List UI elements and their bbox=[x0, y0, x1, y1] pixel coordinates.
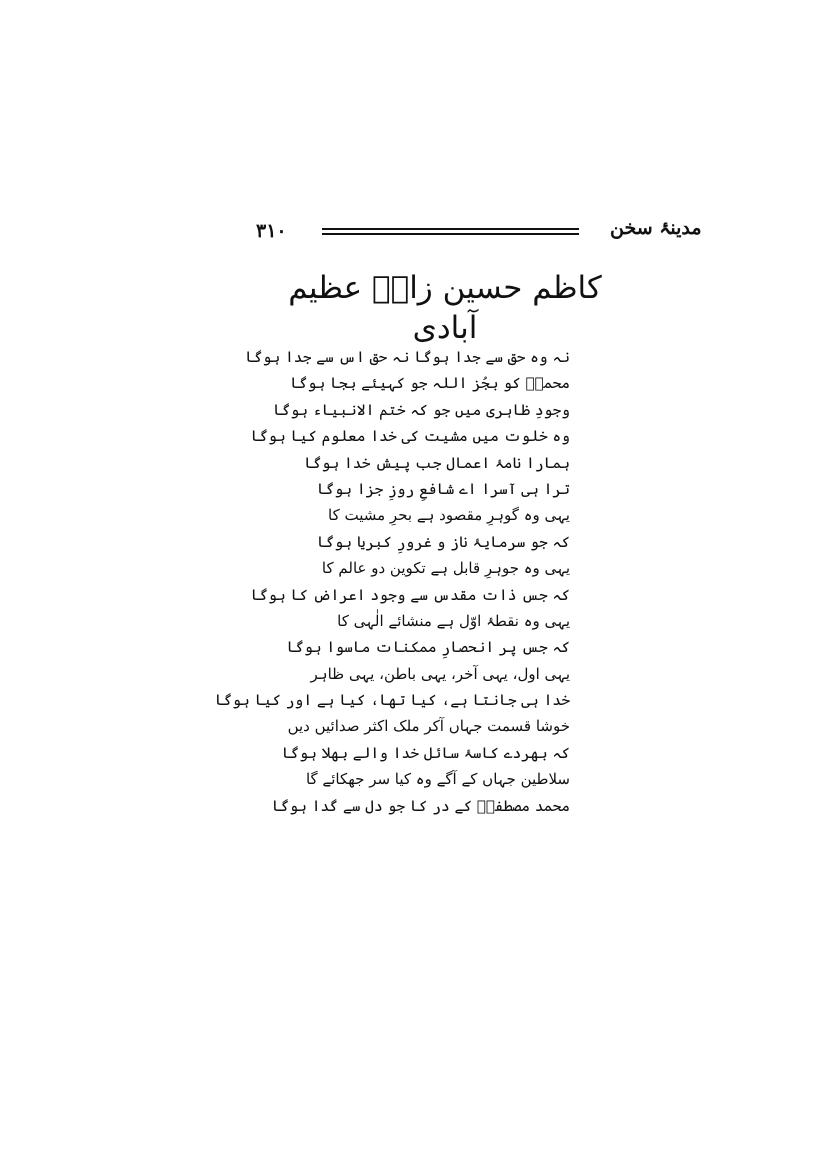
verse-line: کہ جو سرمایۂ ناز و غرورِ کبریا ہوگا bbox=[316, 532, 570, 551]
verse-line: وہ خلوت میں مشیت کی خدا معلوم کیا ہوگا bbox=[250, 427, 570, 446]
verse-line: یہی وہ جوہرِ قابل ہے تکوین دو عالم کا bbox=[321, 559, 570, 578]
verse-line: کہ جس پر انحصارِ ممکنات ماسوا ہوگا bbox=[286, 638, 570, 657]
page-header bbox=[0, 212, 826, 252]
verse-line: خوشا قسمت جہاں آکر ملک اکثر صدائیں دیں bbox=[287, 717, 570, 736]
book-title: مدینۂ سخن bbox=[610, 217, 702, 239]
header-rule-top bbox=[322, 228, 579, 230]
verse-line: کہ جس ذات مقدس سے وجود اعراض کا ہوگا bbox=[250, 585, 570, 604]
verse-line: وجودِ ظاہری میں جو کہ ختم الانبیاء ہوگا bbox=[272, 400, 570, 419]
verse-line: محمد مصطفیؐ کے در کا جو دل سے گدا ہوگا bbox=[271, 796, 570, 815]
page-number: ۳۱۰ bbox=[256, 220, 287, 242]
verse-line: یہی وہ نقطۂ اوّل ہے منشائے الٰہی کا bbox=[337, 611, 570, 630]
poem-verses bbox=[214, 344, 570, 819]
verse-line: محمدؐ کو بجُز اللہ جو کہیئے بجا ہوگا bbox=[290, 374, 570, 393]
verse-line: خدا ہی جانتا ہے، کیا تھا، کیا ہے اور کیا ہوگا bbox=[214, 691, 570, 710]
verse-line: ہمارا نامۂ اعمال جب پیش خدا ہوگا bbox=[304, 453, 570, 472]
header-rule-bottom bbox=[322, 233, 579, 235]
verse-line: سلاطین جہاں کے آگے وہ کیا سر جھکائے گا bbox=[305, 770, 570, 789]
verse-line: یہی اول، یہی آخر، یہی باطن، یہی ظاہر bbox=[310, 664, 570, 683]
verse-line: نہ وہ حق سے جدا ہوگا نہ حق اس سے جدا ہوگا bbox=[245, 348, 570, 366]
verse-line: کہ بھردے کاسۂ سائل خدا والے بھلا ہوگا bbox=[281, 743, 570, 762]
poet-name: کاظم حسین زارؔ عظیم آبادی bbox=[288, 270, 602, 347]
verse-line: یہی وہ گوہرِ مقصود ہے بحرِ مشیت کا bbox=[328, 506, 570, 525]
verse-line: ترا ہی آسرا اے شافعِ روزِ جزا ہوگا bbox=[316, 479, 570, 498]
